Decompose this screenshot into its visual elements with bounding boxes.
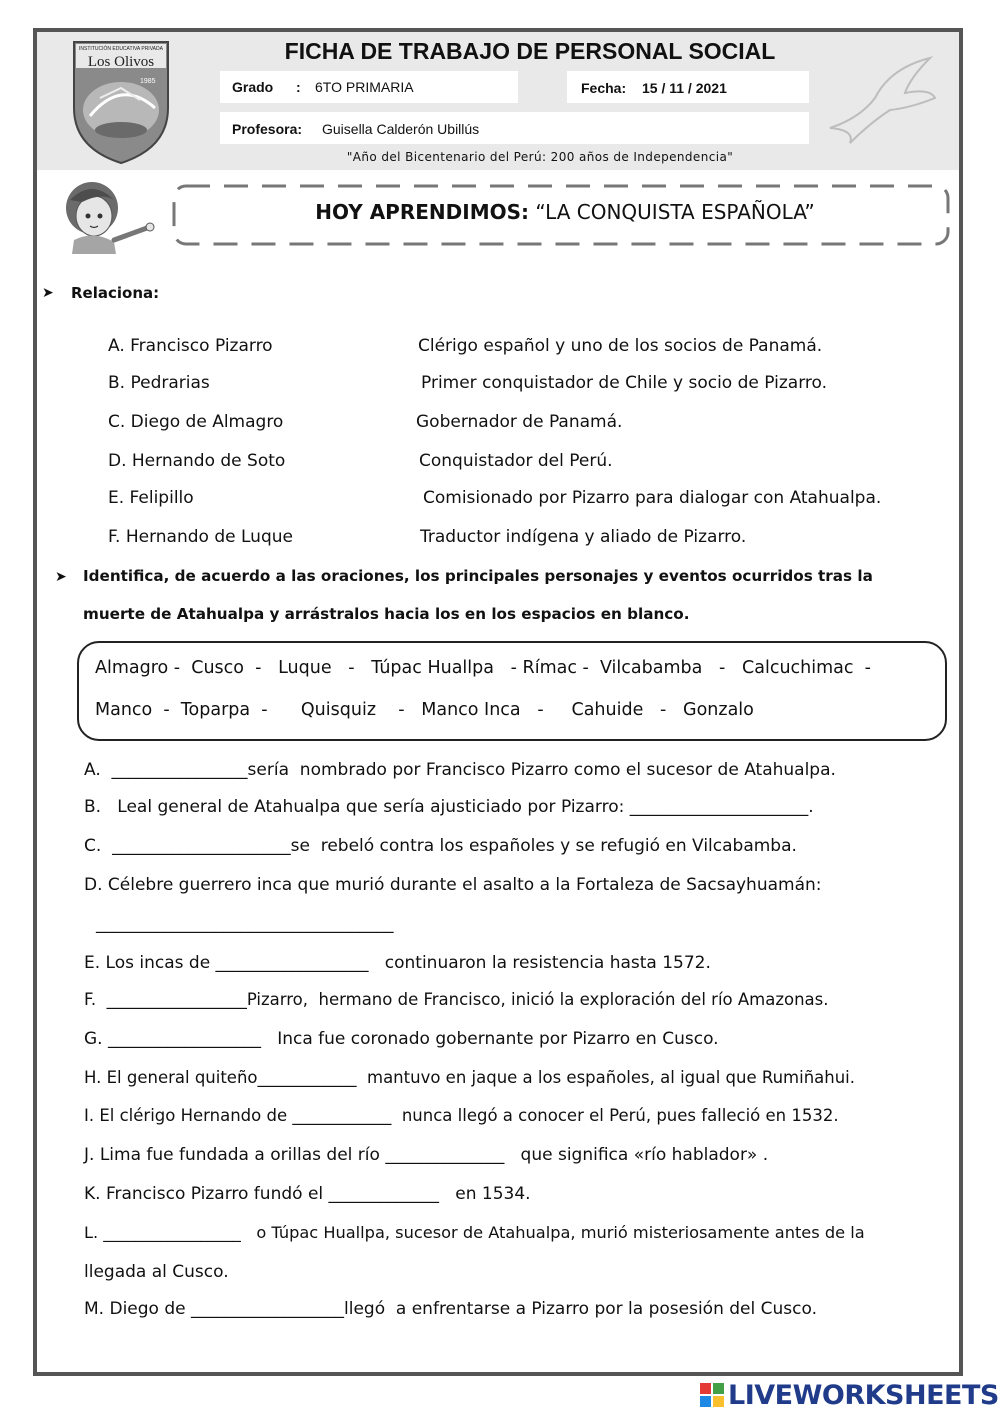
profesora-box xyxy=(220,112,809,144)
match-left-item: C. Diego de Almagro xyxy=(108,412,284,432)
sentence-m[interactable]: M. Diego de __________________llegó a enfrentarse a Pizarro por la posesión del Cusco. xyxy=(84,1299,817,1319)
match-right-item[interactable]: Comisionado por Pizarro para dialogar con Atahualpa. xyxy=(423,488,882,508)
match-right-item[interactable]: Gobernador de Panamá. xyxy=(416,412,623,432)
grado-box xyxy=(220,71,518,103)
profesora-value: Guisella Calderón Ubillús xyxy=(322,121,480,137)
logo-year-text: 1985 xyxy=(140,78,156,85)
logo-cube xyxy=(713,1383,724,1394)
banner-heading xyxy=(180,200,950,224)
bullet-arrow-icon: ➤ xyxy=(55,569,67,585)
worksheet-title: FICHA DE TRABAJO DE PERSONAL SOCIAL xyxy=(284,38,776,64)
school-logo xyxy=(70,38,172,166)
sentence-k[interactable]: K. Francisco Pizarro fundó el _____________ en 1534. xyxy=(84,1184,531,1204)
banner-label: HOY APRENDIMOS: xyxy=(315,200,529,224)
logo-cube xyxy=(700,1383,711,1394)
liveworksheets-watermark xyxy=(700,1378,999,1412)
watermark-text: LIVEWORKSHEETS xyxy=(728,1379,999,1411)
sentence-b[interactable]: B. Leal general de Atahualpa que sería ajusticiado por Pizarro: _____________________. xyxy=(84,797,814,817)
banner-topic: “LA CONQUISTA ESPAÑOLA” xyxy=(535,200,815,224)
match-right-item[interactable]: Primer conquistador de Chile y socio de Pizarro. xyxy=(421,373,828,393)
girl-illustration xyxy=(52,178,172,254)
match-left-item: D. Hernando de Soto xyxy=(108,451,286,471)
logo-top-text: INSTITUCIÓN EDUCATIVA PRIVADA xyxy=(79,46,163,52)
sentence-j[interactable]: J. Lima fue fundada a orillas del río ______________ que significa «río hablador» . xyxy=(84,1145,769,1165)
fecha-value: 15 / 11 / 2021 xyxy=(642,80,727,96)
match-left-item: F. Hernando de Luque xyxy=(108,527,293,547)
sentence-g[interactable]: G. __________________ Inca fue coronado gobernante por Pizarro en Cusco. xyxy=(84,1029,719,1049)
match-left-item: E. Felipillo xyxy=(108,488,194,508)
match-right-item[interactable]: Clérigo español y uno de los socios de Panamá. xyxy=(418,336,823,356)
sentence-f[interactable]: F. _________________Pizarro, hermano de Francisco, inició la exploración del río Amazonas. xyxy=(84,990,829,1009)
logo-cube xyxy=(713,1396,724,1407)
sentence-a[interactable]: A. ________________sería nombrado por Francisco Pizarro como el sucesor de Atahualpa. xyxy=(84,760,836,780)
profesora-label: Profesora: xyxy=(232,121,303,137)
section1-heading: Relaciona: xyxy=(71,284,160,302)
section2-heading-line1: Identifica, de acuerdo a las oraciones, los principales personajes y eventos ocurridos tras la xyxy=(83,567,873,585)
bullet-arrow-icon: ➤ xyxy=(42,285,54,301)
sentence-l-continued: llegada al Cusco. xyxy=(84,1262,229,1282)
sentence-l[interactable]: L. _________________ o Túpac Huallpa, sucesor de Atahualpa, murió misteriosamente antes de la xyxy=(84,1223,865,1242)
section2-heading-line2: muerte de Atahualpa y arrástralos hacia los en los espacios en blanco. xyxy=(83,605,690,623)
grado-label: Grado xyxy=(232,79,274,95)
match-left-item: B. Pedrarias xyxy=(108,373,210,393)
logo-cube xyxy=(700,1396,711,1407)
fecha-label: Fecha: xyxy=(581,80,627,96)
match-right-item[interactable]: Conquistador del Perú. xyxy=(419,451,613,471)
match-right-item[interactable]: Traductor indígena y aliado de Pizarro. xyxy=(420,527,747,547)
sentence-c[interactable]: C. _____________________se rebeló contra los españoles y se refugió en Vilcabamba. xyxy=(84,836,797,856)
word-bank-line1[interactable]: Almagro - Cusco - Luque - Túpac Huallpa - Rímac - Vilcabamba - Calcuchimac - xyxy=(95,658,871,678)
grado-separator: : xyxy=(296,79,301,95)
grado-value: 6TO PRIMARIA xyxy=(315,79,414,95)
match-left-item: A. Francisco Pizarro xyxy=(108,336,273,356)
sentence-d-blank[interactable]: ___________________________________ xyxy=(96,914,394,934)
word-bank xyxy=(77,641,947,741)
dove-icon xyxy=(820,48,940,148)
fecha-box xyxy=(567,71,809,103)
sentence-h[interactable]: H. El general quiteño____________ mantuvo en jaque a los españoles, al igual que Rumiñahui. xyxy=(84,1068,856,1087)
liveworksheets-logo-icon xyxy=(700,1383,724,1407)
logo-name-text: Los Olivos xyxy=(87,54,155,70)
word-bank-line2[interactable]: Manco - Toparpa - Quisquiz - Manco Inca - Cahuide - Gonzalo xyxy=(95,700,754,720)
sentence-d: D. Célebre guerrero inca que murió durante el asalto a la Fortaleza de Sacsayhuamán: xyxy=(84,875,822,895)
sentence-e[interactable]: E. Los incas de __________________ continuaron la resistencia hasta 1572. xyxy=(84,953,711,973)
year-motto: "Año del Bicentenario del Perú: 200 años de Independencia" xyxy=(346,150,734,164)
sentence-i[interactable]: I. El clérigo Hernando de ____________ nunca llegó a conocer el Perú, pues falleció en 1532. xyxy=(84,1106,839,1125)
